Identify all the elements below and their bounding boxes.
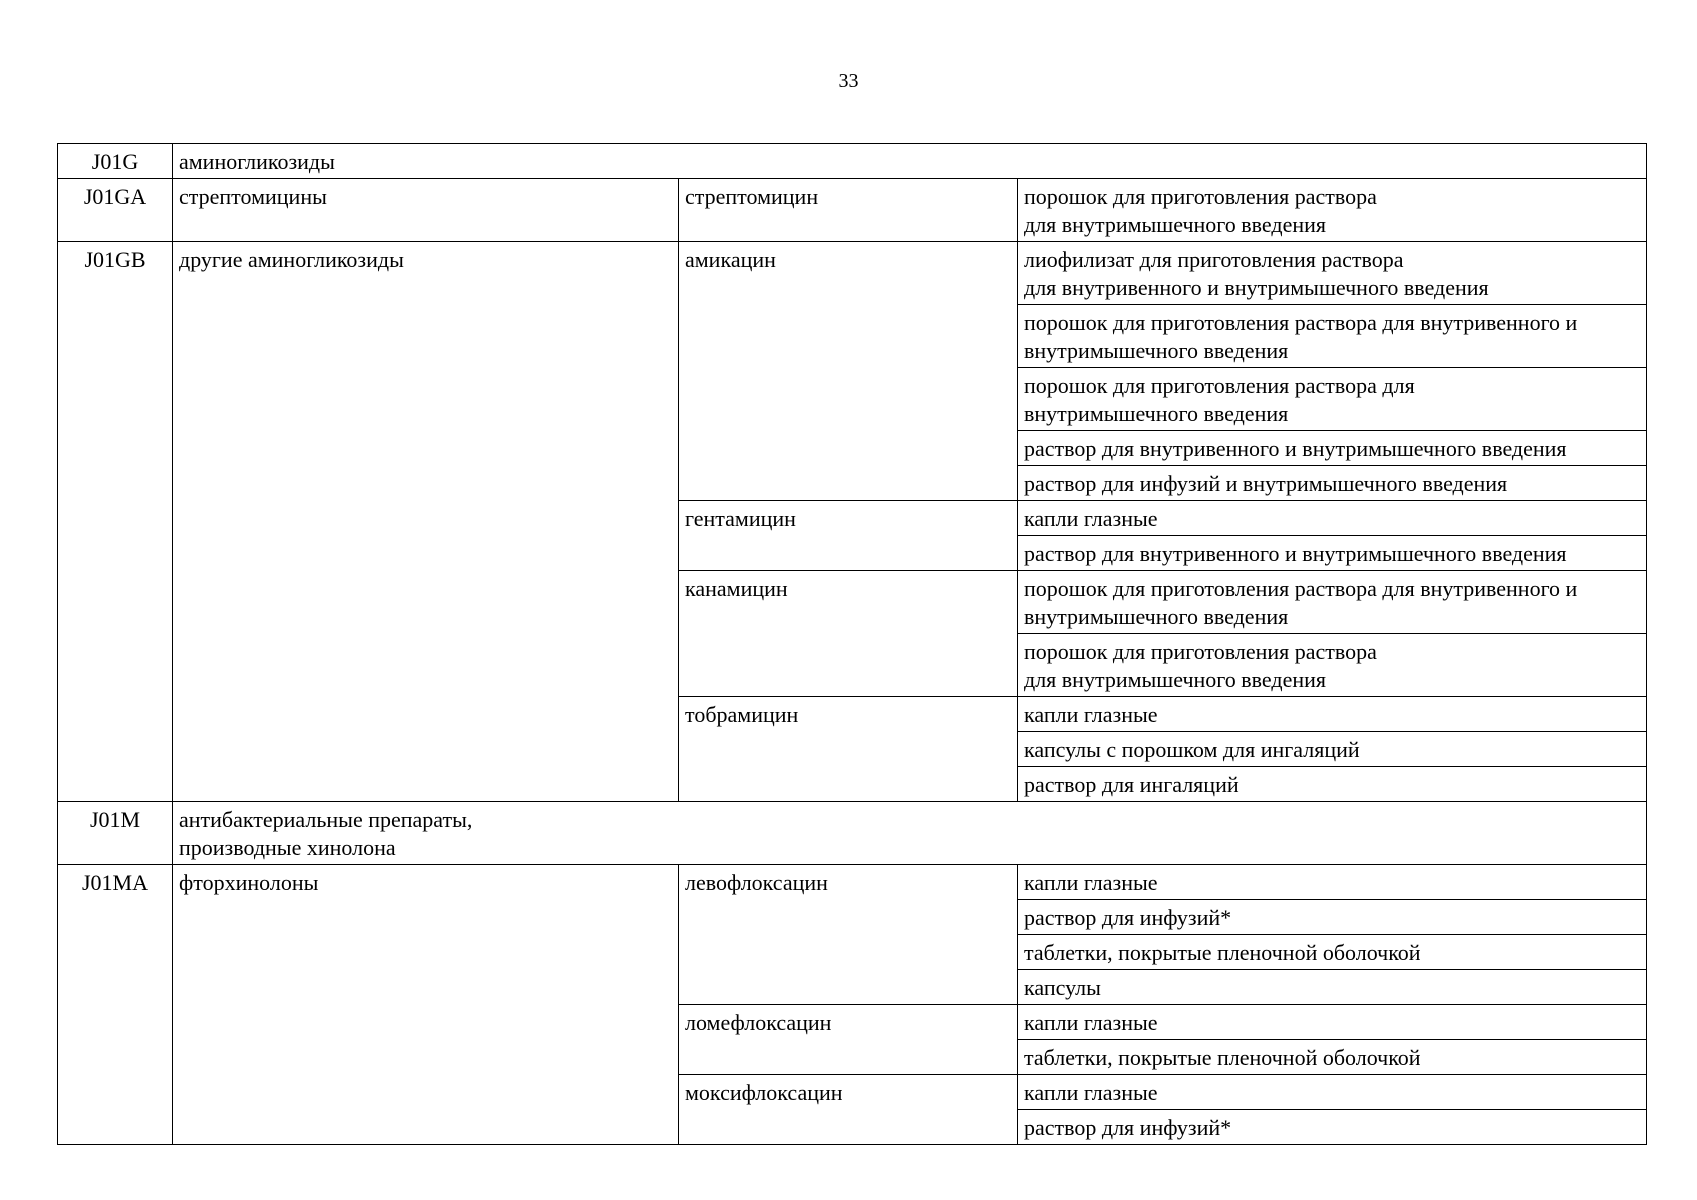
dosage-form — [1018, 536, 1647, 571]
group-name-line: антибактериальные препараты, — [179, 807, 473, 832]
table-row — [58, 802, 1647, 865]
dosage-form-line: капли глазные — [1024, 1080, 1158, 1105]
dosage-form-line: раствор для внутривенного и внутримышечного введения — [1024, 541, 1567, 566]
dosage-form — [1018, 634, 1647, 697]
atc-code: J01GB — [58, 242, 173, 802]
dosage-form — [1018, 767, 1647, 802]
dosage-form-line: порошок для приготовления раствора для — [1024, 373, 1415, 398]
group-name-line: фторхинолоны — [179, 870, 319, 895]
dosage-form-line: капсулы с порошком для ингаляций — [1024, 737, 1360, 762]
dosage-form-line: внутримышечного введения — [1024, 604, 1289, 629]
drug-name: амикацин — [679, 242, 1018, 501]
dosage-form-line: лиофилизат для приготовления раствора — [1024, 247, 1404, 272]
dosage-form-line: порошок для приготовления раствора — [1024, 184, 1377, 209]
dosage-form-line: раствор для внутривенного и внутримышечного введения — [1024, 436, 1567, 461]
dosage-form-line: капли глазные — [1024, 870, 1158, 895]
dosage-form-line: для внутримышечного введения — [1024, 212, 1327, 237]
dosage-form — [1018, 242, 1647, 305]
drug-name: канамицин — [679, 571, 1018, 697]
drug-name: стрептомицин — [679, 179, 1018, 242]
dosage-form — [1018, 1040, 1647, 1075]
dosage-form — [1018, 466, 1647, 501]
group-name — [173, 242, 679, 802]
dosage-form-line: раствор для инфузий* — [1024, 1115, 1232, 1140]
dosage-form — [1018, 732, 1647, 767]
atc-code: J01G — [58, 144, 173, 179]
atc-code: J01M — [58, 802, 173, 865]
group-name-line: аминогликозиды — [179, 149, 335, 174]
dosage-form-line: внутримышечного введения — [1024, 401, 1289, 426]
page-number: 33 — [838, 70, 859, 92]
drug-name: гентамицин — [679, 501, 1018, 571]
dosage-form-line: для внутривенного и внутримышечного введения — [1024, 275, 1489, 300]
dosage-form — [1018, 1110, 1647, 1145]
group-name-line: другие аминогликозиды — [179, 247, 404, 272]
atc-code: J01GA — [58, 179, 173, 242]
dosage-form-line: капли глазные — [1024, 702, 1158, 727]
dosage-form — [1018, 900, 1647, 935]
table-row — [58, 865, 1647, 900]
dosage-form-line: капли глазные — [1024, 506, 1158, 531]
table-row — [58, 144, 1647, 179]
dosage-form-line: внутримышечного введения — [1024, 338, 1289, 363]
dosage-form-line: раствор для инфузий* — [1024, 905, 1232, 930]
dosage-form — [1018, 431, 1647, 466]
dosage-form-line: капсулы — [1024, 975, 1101, 1000]
dosage-form — [1018, 865, 1647, 900]
dosage-form — [1018, 1075, 1647, 1110]
drug-name: моксифлоксацин — [679, 1075, 1018, 1145]
dosage-form — [1018, 697, 1647, 732]
dosage-form — [1018, 305, 1647, 368]
dosage-form — [1018, 179, 1647, 242]
dosage-form — [1018, 571, 1647, 634]
drug-name: левофлоксацин — [679, 865, 1018, 1005]
dosage-form — [1018, 1005, 1647, 1040]
group-name — [173, 802, 1647, 865]
dosage-form-line: таблетки, покрытые пленочной оболочкой — [1024, 940, 1421, 965]
dosage-form-line: раствор для инфузий и внутримышечного введения — [1024, 471, 1508, 496]
dosage-form-line: капли глазные — [1024, 1010, 1158, 1035]
dosage-form — [1018, 368, 1647, 431]
dosage-form-line: таблетки, покрытые пленочной оболочкой — [1024, 1045, 1421, 1070]
dosage-form — [1018, 935, 1647, 970]
group-name-line: стрептомицины — [179, 184, 327, 209]
group-name — [173, 179, 679, 242]
drug-name: ломефлоксацин — [679, 1005, 1018, 1075]
dosage-form-line: для внутримышечного введения — [1024, 667, 1327, 692]
atc-code: J01MA — [58, 865, 173, 1145]
dosage-form-line: порошок для приготовления раствора — [1024, 639, 1377, 664]
drug-name: тобрамицин — [679, 697, 1018, 802]
dosage-form-line: раствор для ингаляций — [1024, 772, 1239, 797]
table-row — [58, 179, 1647, 242]
dosage-form — [1018, 501, 1647, 536]
group-name — [173, 865, 679, 1145]
group-name — [173, 144, 1647, 179]
dosage-form-line: порошок для приготовления раствора для внутривенного и — [1024, 310, 1578, 335]
drug-table — [57, 143, 1647, 1145]
dosage-form-line: порошок для приготовления раствора для внутривенного и — [1024, 576, 1578, 601]
table-row — [58, 242, 1647, 305]
group-name-line: производные хинолона — [179, 835, 396, 860]
dosage-form — [1018, 970, 1647, 1005]
